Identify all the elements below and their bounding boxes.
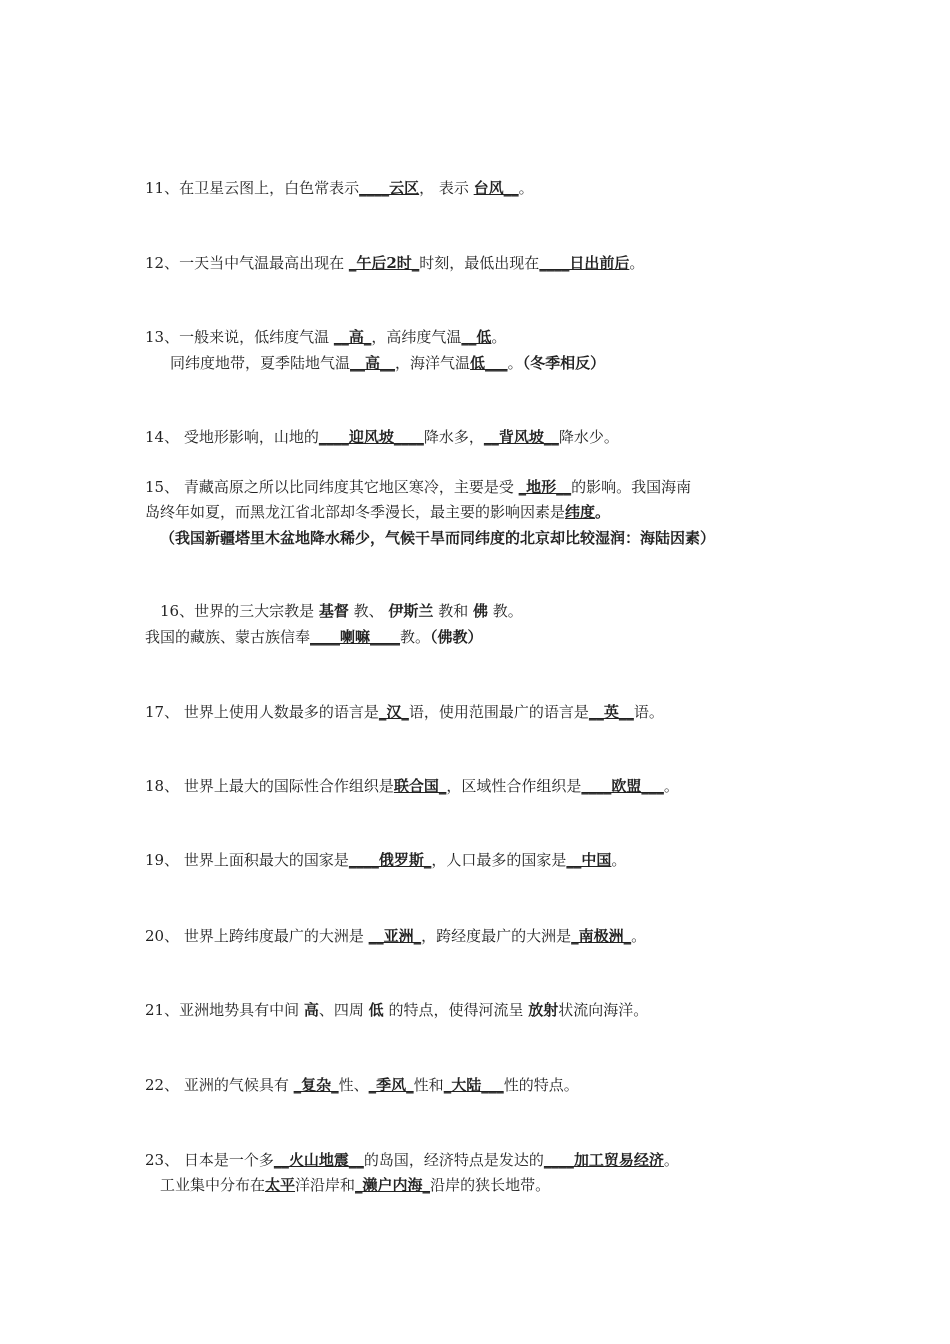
- answer-un: 联合国_: [393, 777, 447, 795]
- answer-christianity: 基督: [318, 602, 349, 620]
- question-17: 17、 世界上使用人数最多的语言是_汉_语，使用范围最广的语言是__英__语。: [145, 703, 664, 721]
- note-winter-opposite: （冬季相反）: [522, 354, 606, 372]
- answer-volcano-earthquake: __火山地震__: [273, 1151, 364, 1169]
- answer-china: __中国: [566, 851, 612, 869]
- answer-ocean-low: 低___: [470, 354, 508, 372]
- answer-monsoon: _季风_: [368, 1076, 414, 1094]
- answer-processing-trade: ____加工贸易经济: [543, 1151, 664, 1169]
- answer-before-sunrise: ____日出前后: [539, 254, 630, 272]
- answer-typhoon: 台风__: [473, 179, 519, 197]
- answer-english: __英__: [588, 703, 634, 721]
- question-23-line-2: 工业集中分布在太平洋沿岸和_濑户内海_沿岸的狭长地带。: [160, 1176, 551, 1194]
- question-13: 13、一般来说，低纬度气温 __高_，高纬度气温__低。: [145, 328, 507, 346]
- question-20: 20、 世界上跨纬度最广的大洲是 __亚洲_，跨经度最广的大洲是_南极洲_。: [145, 927, 647, 945]
- answer-leeward: __背风坡__: [483, 428, 559, 446]
- question-11: 11、在卫星云图上，白色常表示____云区， 表示 台风__。: [145, 179, 534, 197]
- question-22: 22、 亚洲的气候具有 _复杂_性、_季风_性和_大陆___性的特点。: [145, 1076, 579, 1094]
- answer-land-high: __高__: [350, 354, 396, 372]
- question-15-note: （我国新疆塔里木盆地降水稀少，气候干旱而同纬度的北京却比较湿润：海陆因素）: [160, 529, 716, 547]
- question-23: 23、 日本是一个多__火山地震__的岛国，经济特点是发达的____加工贸易经济。: [145, 1151, 679, 1169]
- answer-seto-inland-sea: _濑户内海_: [355, 1176, 431, 1194]
- answer-buddhism: 佛: [472, 602, 488, 620]
- question-19: 19、 世界上面积最大的国家是____俄罗斯_，人口最多的国家是__中国。: [145, 851, 627, 869]
- answer-low: __低: [461, 328, 492, 346]
- question-15-line-2: 岛终年如夏，而黑龙江省北部却冬季漫长，最主要的影响因素是纬度。: [145, 503, 611, 521]
- answer-high: __高_: [333, 328, 372, 346]
- answer-radial: 放射: [528, 1001, 559, 1019]
- answer-pacific: 太平: [265, 1176, 296, 1194]
- answer-antarctica: _南极洲_: [571, 927, 632, 945]
- answer-complex: _复杂_: [293, 1076, 339, 1094]
- answer-center-high: 高: [303, 1001, 319, 1019]
- question-15: 15、 青藏高原之所以比同纬度其它地区寒冷，主要是受 _地形__的影响。我国海南: [145, 478, 692, 496]
- answer-chinese: _汉_: [378, 703, 409, 721]
- answer-islam: 伊斯兰: [388, 602, 434, 620]
- question-14: 14、 受地形影响，山地的____迎风坡____降水多，__背风坡__降水少。: [145, 428, 619, 446]
- question-21: 21、亚洲地势具有中间 高、四周 低 的特点，使得河流呈 放射状流向海洋。: [145, 1001, 649, 1019]
- question-16-line-2: 我国的藏族、蒙古族信奉____喇嘛____教。（佛教）: [145, 628, 483, 646]
- answer-lamaism: ____喇嘛____: [310, 628, 401, 646]
- answer-2pm: _午后2时_: [348, 254, 420, 272]
- question-16: 16、世界的三大宗教是 基督 教、 伊斯兰 教和 佛 教。: [160, 602, 523, 620]
- answer-latitude: 纬度: [565, 503, 596, 521]
- question-13-line-2: 同纬度地带，夏季陆地气温__高__，海洋气温低___。（冬季相反）: [170, 354, 606, 372]
- answer-asia: __亚洲_: [368, 927, 422, 945]
- answer-eu: ____欧盟___: [581, 777, 664, 795]
- question-12: 12、一天当中气温最高出现在 _午后2时_时刻，最低出现在____日出前后。: [145, 254, 645, 272]
- answer-edges-low: 低: [368, 1001, 384, 1019]
- answer-russia: ____俄罗斯_: [348, 851, 432, 869]
- answer-terrain: _地形__: [518, 478, 572, 496]
- answer-continental: _大陆___: [443, 1076, 504, 1094]
- answer-cloud-area: ____云区: [359, 179, 420, 197]
- note-buddhism: （佛教）: [430, 628, 483, 646]
- question-18: 18、 世界上最大的国际性合作组织是联合国_，区域性合作组织是____欧盟___。: [145, 777, 679, 795]
- answer-windward: ____迎风坡____: [318, 428, 424, 446]
